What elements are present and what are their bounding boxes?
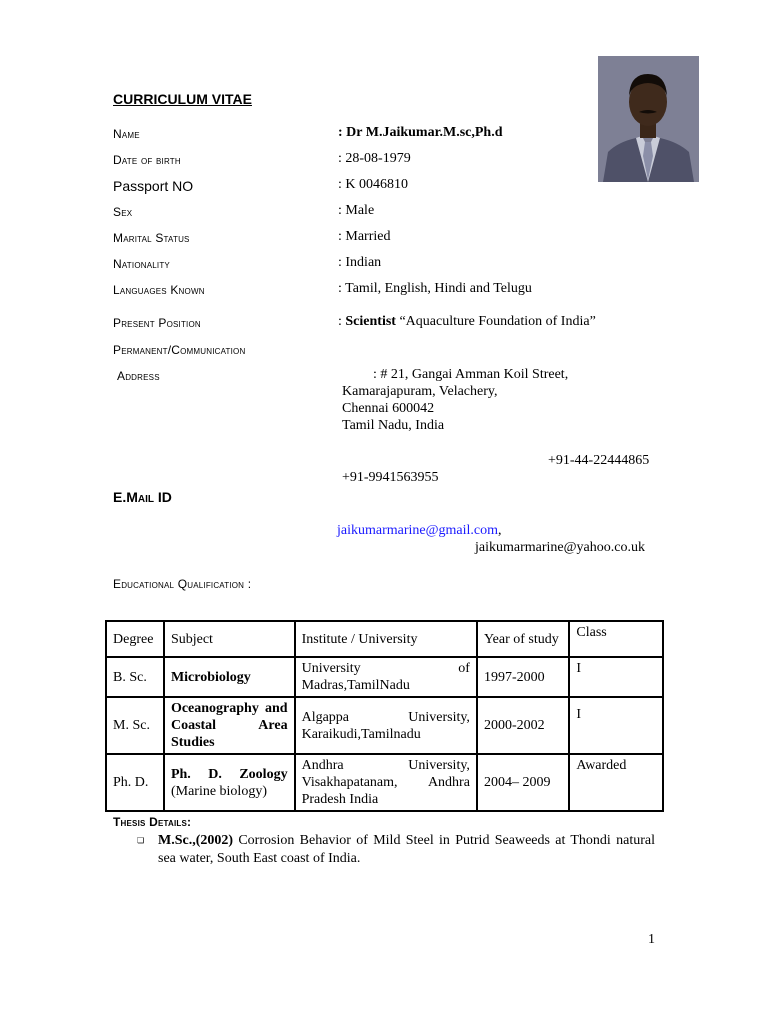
email-line-1 bbox=[337, 523, 502, 539]
profile-photo bbox=[598, 56, 699, 182]
thesis-title: Corrosion Behavior of Mild Steel in Putrid Seaweeds at Thondi natural sea water, South East coast of India. bbox=[158, 833, 655, 866]
row-class: Awarded bbox=[569, 754, 663, 811]
document-title: CURRICULUM VITAE bbox=[113, 91, 252, 107]
dob-label: Date of birth bbox=[113, 153, 181, 167]
marital-status-value: : Married bbox=[338, 229, 391, 244]
name-value: : Dr M.Jaikumar.M.sc,Ph.d bbox=[338, 125, 503, 140]
row-year: 1997-2000 bbox=[477, 657, 569, 697]
row-year: 2000-2002 bbox=[477, 697, 569, 754]
passport-label: Passport NO bbox=[113, 178, 194, 194]
address-label: Address bbox=[117, 369, 160, 383]
header-institute: Institute / University bbox=[295, 621, 477, 657]
thesis-degree: M.Sc.,(2002) bbox=[158, 833, 234, 848]
subject-specialization: (Marine biology) bbox=[170, 783, 267, 799]
row-subject bbox=[164, 754, 295, 811]
address-line-1: : # 21, Gangai Amman Koil Street, bbox=[373, 367, 569, 382]
position-org: “Aquaculture Foundation of India” bbox=[395, 314, 596, 329]
table-row bbox=[106, 657, 663, 697]
person-photo-icon bbox=[598, 56, 699, 182]
row-year: 2004– 2009 bbox=[477, 754, 569, 811]
present-position-label: Present Position bbox=[113, 316, 201, 330]
thesis-item bbox=[158, 832, 655, 868]
languages-label: Languages Known bbox=[113, 283, 205, 297]
row-institute: Andhra University, Visakhapatanam, Andhra Pradesh India bbox=[295, 754, 477, 811]
email-yahoo: jaikumarmarine@yahoo.co.uk bbox=[475, 540, 645, 555]
row-degree: B. Sc. bbox=[106, 657, 164, 697]
email-separator: , bbox=[498, 523, 502, 538]
row-institute: Algappa University, Karaikudi,Tamilnadu bbox=[295, 697, 477, 754]
languages-value: : Tamil, English, Hindi and Telugu bbox=[338, 281, 532, 296]
thesis-heading: Thesis Details: bbox=[113, 815, 192, 829]
table-header-row bbox=[106, 621, 663, 657]
table-row bbox=[106, 754, 663, 811]
position-prefix: : bbox=[338, 314, 346, 329]
header-degree: Degree bbox=[106, 621, 164, 657]
row-institute: University of Madras,TamilNadu bbox=[295, 657, 477, 697]
header-subject: Subject bbox=[164, 621, 295, 657]
education-table bbox=[105, 620, 664, 812]
row-subject bbox=[164, 657, 295, 697]
dob-value: : 28-08-1979 bbox=[338, 151, 411, 166]
header-class: Class bbox=[569, 621, 663, 657]
email-label: E.Mail ID bbox=[113, 489, 172, 505]
subject-name: Microbiology bbox=[170, 669, 251, 685]
position-title: Scientist bbox=[345, 314, 396, 329]
table-row bbox=[106, 697, 663, 754]
address-line-3: Chennai 600042 bbox=[342, 401, 435, 416]
sex-value: : Male bbox=[338, 203, 375, 218]
address-line-2: Kamarajapuram, Velachery, bbox=[342, 384, 498, 399]
phone-mobile: +91-9941563955 bbox=[342, 470, 439, 485]
passport-value: : K 0046810 bbox=[338, 177, 408, 192]
bullet-icon: ❏ bbox=[137, 836, 145, 845]
row-degree: M. Sc. bbox=[106, 697, 164, 754]
permanent-communication-label: Permanent/Communication bbox=[113, 343, 246, 357]
education-heading: Educational Qualification : bbox=[113, 577, 252, 591]
header-year: Year of study bbox=[477, 621, 569, 657]
name-label: Name bbox=[113, 127, 140, 141]
marital-status-label: Marital Status bbox=[113, 231, 190, 245]
phone-landline: +91-44-22444865 bbox=[548, 453, 650, 468]
nationality-label: Nationality bbox=[113, 257, 170, 271]
row-class: I bbox=[569, 697, 663, 754]
row-subject: Oceanography and Coastal Area Studies bbox=[164, 697, 295, 754]
email-gmail-link[interactable]: jaikumarmarine@gmail.com bbox=[337, 523, 499, 538]
row-class: I bbox=[569, 657, 663, 697]
nationality-value: : Indian bbox=[338, 255, 382, 270]
page-number: 1 bbox=[648, 932, 655, 947]
subject-name: Ph. D. Zoology bbox=[170, 766, 288, 782]
present-position-value bbox=[338, 314, 596, 330]
sex-label: Sex bbox=[113, 205, 133, 219]
row-degree: Ph. D. bbox=[106, 754, 164, 811]
address-line-4: Tamil Nadu, India bbox=[342, 418, 445, 433]
